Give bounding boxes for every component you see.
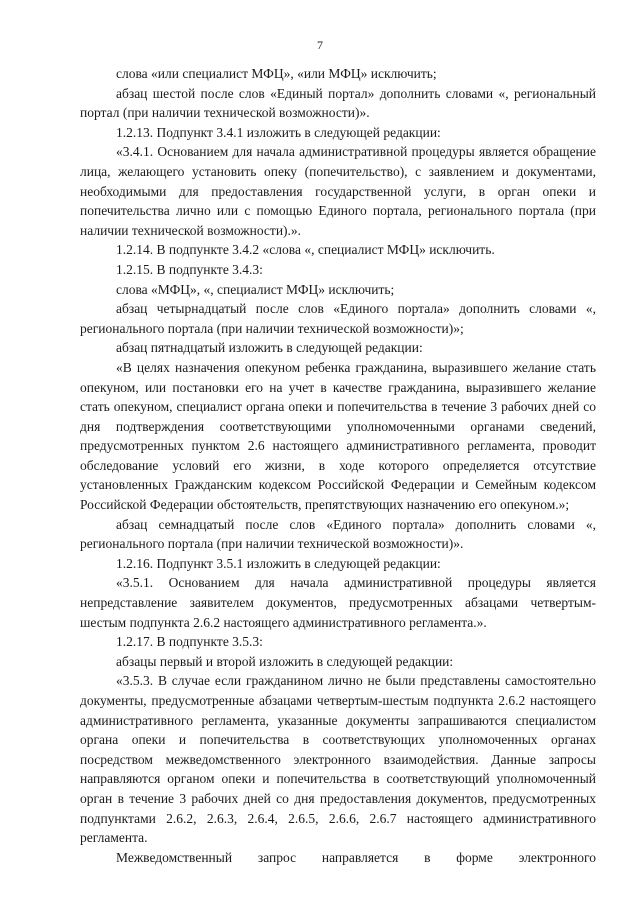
paragraph: абзацы первый и второй изложить в следующей редакции: (116, 653, 454, 669)
paragraph: слова «МФЦ», «, специалист МФЦ» исключить; (116, 281, 395, 297)
paragraph: 1.2.15. В подпункте 3.4.3: (116, 261, 263, 277)
paragraph: «В целях назначения опекуном ребенка гражданина, выразившего желание стать опекуном, или постановки его на учет в качестве гражданина, выразившего желание стать опекуном, специалист органа опеки и попечительства в течение 3 рабочих дней со дня подтверждения соответствующими уполномоченными органами сведений, предусмотренных пунктом 2.6 настоящего административного регламента, проводит обследование условий его жизни, в ходе которого определяется отсутствие установленных Гражданским кодексом Российской Федерации и Семейным кодексом Российской Федерации обстоятельств, препятствующих назначению его опекуном.»; (80, 359, 596, 513)
page-number: 7 (317, 38, 323, 52)
paragraph: абзац пятнадцатый изложить в следующей редакции: (116, 340, 423, 356)
paragraph: слова «или специалист МФЦ», «или МФЦ» исключить; (116, 66, 437, 81)
paragraph: Межведомственный запрос направляется в форме электронного (116, 849, 596, 865)
paragraph: «3.5.3. В случае если гражданином лично не были представлены самостоятельно документы, предусмотренные абзацами четвертым-шестым подпункта 2.6.2 настоящего административного регламента, указанные документы запрашиваются специалистом органа опеки и попечительства в соответствующих уполномоченных органах посредством межведомственного электронного взаимодействия. Данные запросы направляются органом опеки и попечительства в соответствующий уполномоченный орган в течение 3 рабочих дней со дня предоставления документов, предусмотренных подпунктами 2.6.2, 2.6.3, 2.6.4, 2.6.5, 2.6.6, 2.6.7 настоящего административного регламента. (80, 673, 596, 846)
paragraph: «3.4.1. Основанием для начала административной процедуры является обращение лица, желающего установить опеку (попечительство), с заявлением и документами, необходимыми для предоставления государственной услуги, в орган опеки и попечительства лично или с помощью Единого портала, регионального портала (при наличии технической возможности).». (80, 144, 596, 238)
paragraph: 1.2.16. Подпункт 3.5.1 изложить в следующей редакции: (116, 555, 441, 571)
paragraph: 1.2.17. В подпункте 3.5.3: (116, 634, 263, 650)
paragraph: абзац шестой после слов «Единый портал» дополнить словами «, региональный портал (при наличии технической возможности)». (80, 85, 596, 121)
paragraph: «3.5.1. Основанием для начала административной процедуры является непредставление заявителем документов, предусмотренных абзацами четвертым-шестым подпункта 2.6.2 настоящего административного регламента.». (80, 575, 596, 630)
paragraph: 1.2.13. Подпункт 3.4.1 изложить в следующей редакции: (116, 124, 441, 140)
paragraph: 1.2.14. В подпункте 3.4.2 «слова «, специалист МФЦ» исключить. (116, 242, 495, 258)
paragraph: абзац семнадцатый после слов «Единого портала» дополнить словами «, регионального портала (при наличии технической возможности)». (80, 516, 596, 552)
paragraph: абзац четырнадцатый после слов «Единого портала» дополнить словами «, регионального портала (при наличии технической возможности)»; (80, 301, 596, 336)
document-body (80, 64, 596, 867)
